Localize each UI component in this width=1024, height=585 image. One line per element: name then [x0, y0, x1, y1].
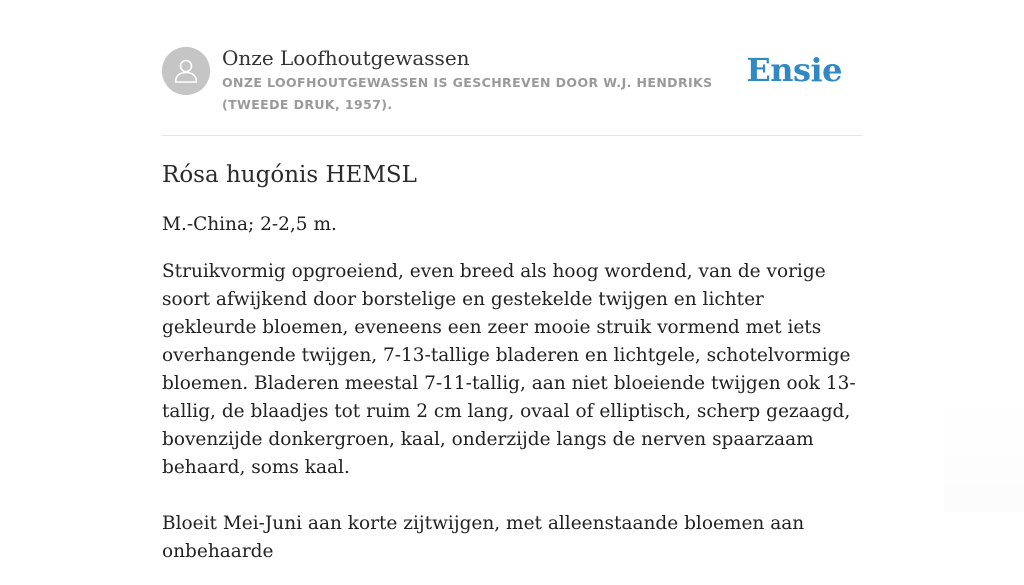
entry-body [162, 211, 862, 585]
entry-description: Struikvormig opgroeiend, even breed als hoog wordend, van de vorige soort afwijkend door borstelige en gestekelde twijgen en lichter gekleurde bloemen, eveneens een zeer mooie struik vormend met iets overhangende twijgen, 7-13-tallige bladeren en lichtgele, schotelvormige bloemen. Bladeren meestal 7-11-tallig, aan niet bloeiende twijgen ook 13-tallig, de blaadjes tot ruim 2 cm lang, ovaal of elliptisch, scherp gezaagd, bovenzijde donkergroen, kaal, onderzijde langs de nerven spaarzaam behaard, soms kaal. [162, 261, 856, 478]
header-divider [162, 135, 862, 136]
book-subtitle: ONZE LOOFHOUTGEWASSEN IS GESCHREVEN DOOR W.J. HENDRIKS (TWEEDE DRUK, 1957). [222, 75, 713, 112]
entry-flowering: Bloeit Mei-Juni aan korte zijtwijgen, met alleenstaande bloemen aan onbehaarde [162, 513, 805, 562]
user-avatar-icon [162, 47, 210, 95]
corner-fade [944, 392, 1024, 512]
avatar [162, 47, 210, 95]
ensie-logo[interactable]: Ensie [746, 51, 842, 89]
book-title[interactable]: Onze Loofhoutgewassen [222, 46, 470, 70]
entry-origin: M.-China; 2-2,5 m. [162, 214, 337, 235]
header [162, 46, 862, 116]
entry-title: Rósa hugónis HEMSL [162, 162, 417, 188]
